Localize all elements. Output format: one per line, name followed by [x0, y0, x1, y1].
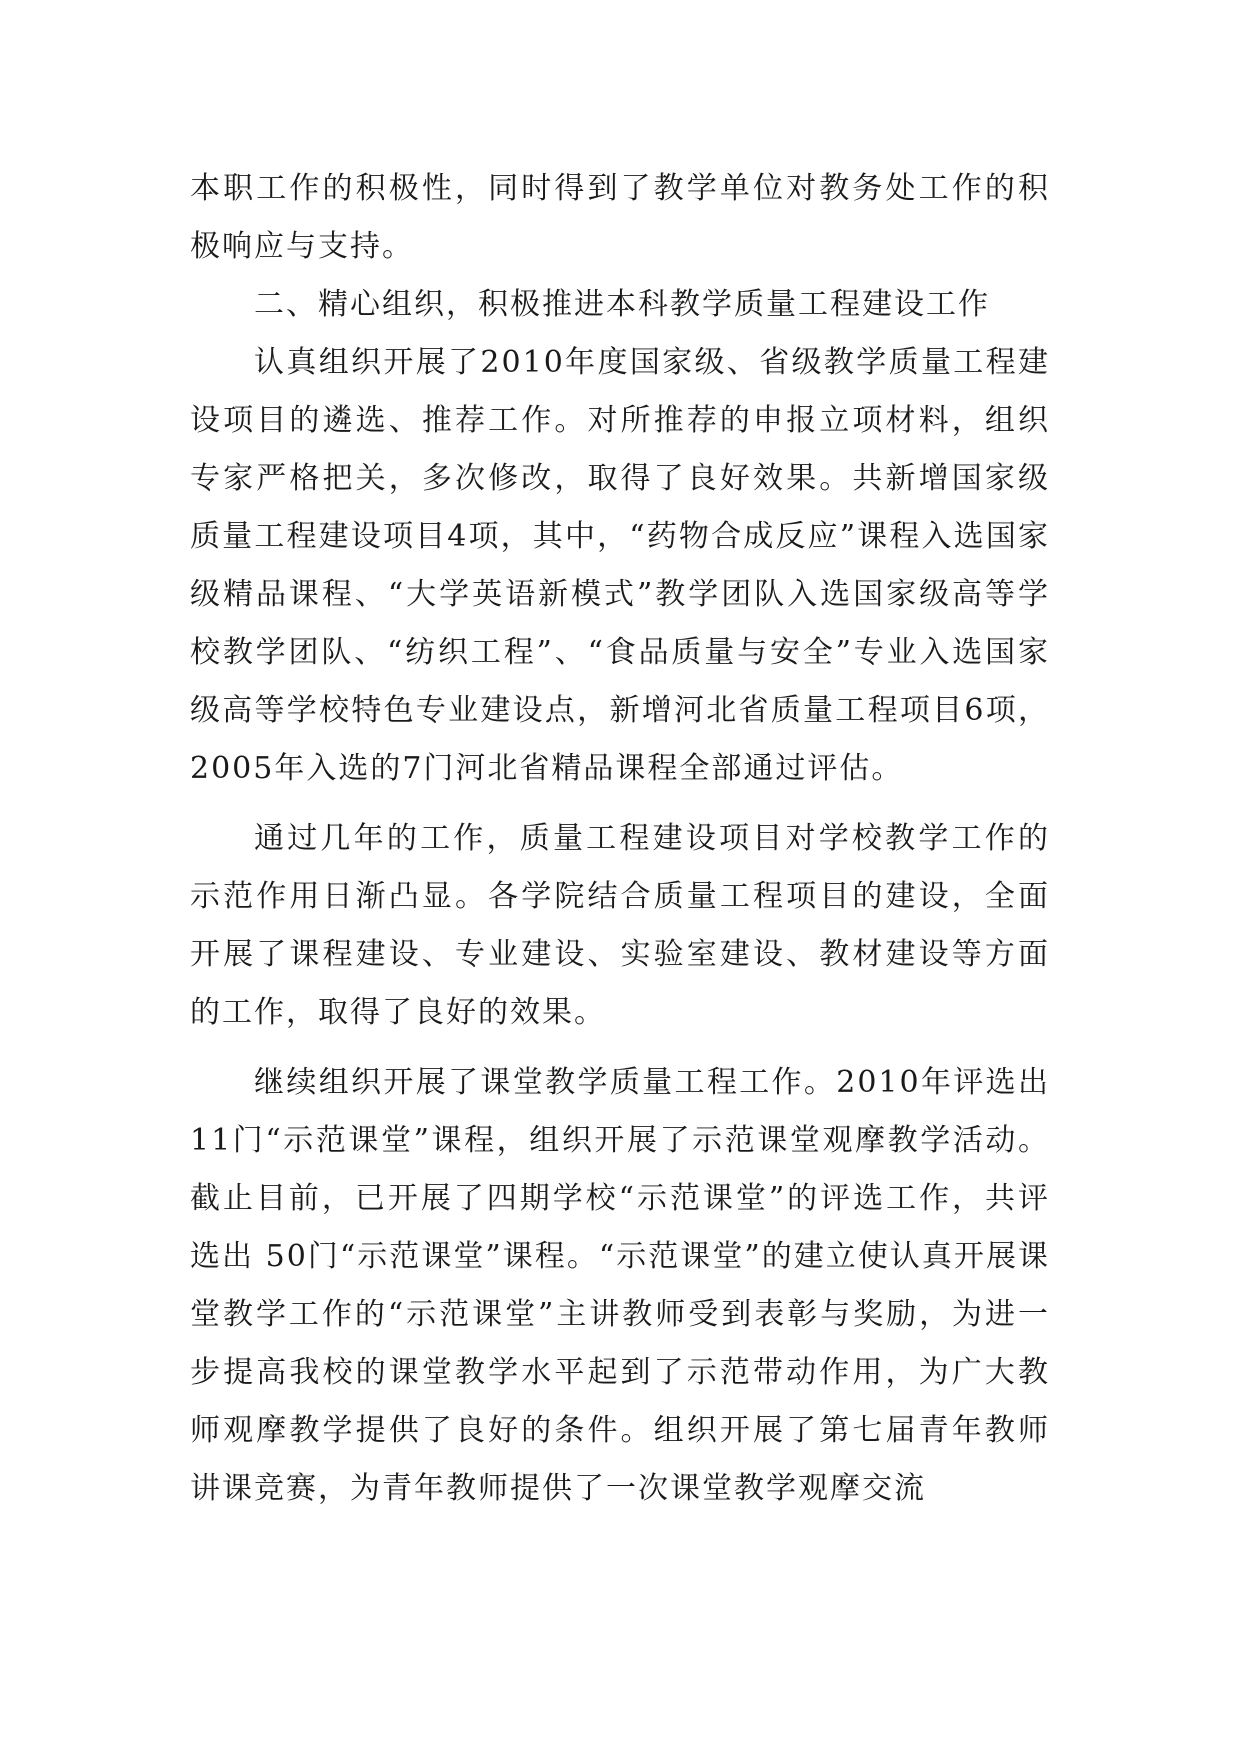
section-heading: 二、精心组织，积极推进本科教学质量工程建设工作 — [254, 287, 990, 322]
document-body — [190, 160, 1050, 1518]
paragraph-continuation: 本职工作的积极性，同时得到了教学单位对教务处工作的积极响应与支持。 — [190, 171, 1050, 264]
paragraph-demonstration-effect: 通过几年的工作，质量工程建设项目对学校教学工作的示范作用日渐凸显。各学院结合质量工程项目的建设，全面开展了课程建设、专业建设、实验室建设、教材建设等方面的工作，取得了良好的效果。 — [190, 821, 1050, 1030]
paragraph-quality-projects: 认真组织开展了2010年度国家级、省级教学质量工程建设项目的遴选、推荐工作。对所推荐的申报立项材料，组织专家严格把关，多次修改，取得了良好效果。共新增国家级质量工程建设项目4项，其中，“药物合成反应”课程入选国家级精品课程、“大学英语新模式”教学团队入选国家级高等学校教学团队、“纺织工程”、“食品质量与安全”专业入选国家级高等学校特色专业建设点，新增河北省质量工程项目6项， 2005年入选的7门河北省精品课程全部通过评估。 — [190, 345, 1050, 786]
paragraph-classroom-quality: 继续组织开展了课堂教学质量工程工作。2010年评选出11门“示范课堂”课程，组织开展了示范课堂观摩教学活动。截止目前，已开展了四期学校“示范课堂”的评选工作，共评选出 50门“示范课堂”课程。“示范课堂”的建立使认真开展课堂教学工作的“示范课堂”主讲教师受到表彰与奖励，为进一步提高我校的课堂教学水平起到了示范带动作用，为广大教师观摩教学提供了良好的条件。组织开展了第七届青年教师讲课竞赛，为青年教师提供了一次课堂教学观摩交流 — [190, 1065, 1050, 1506]
